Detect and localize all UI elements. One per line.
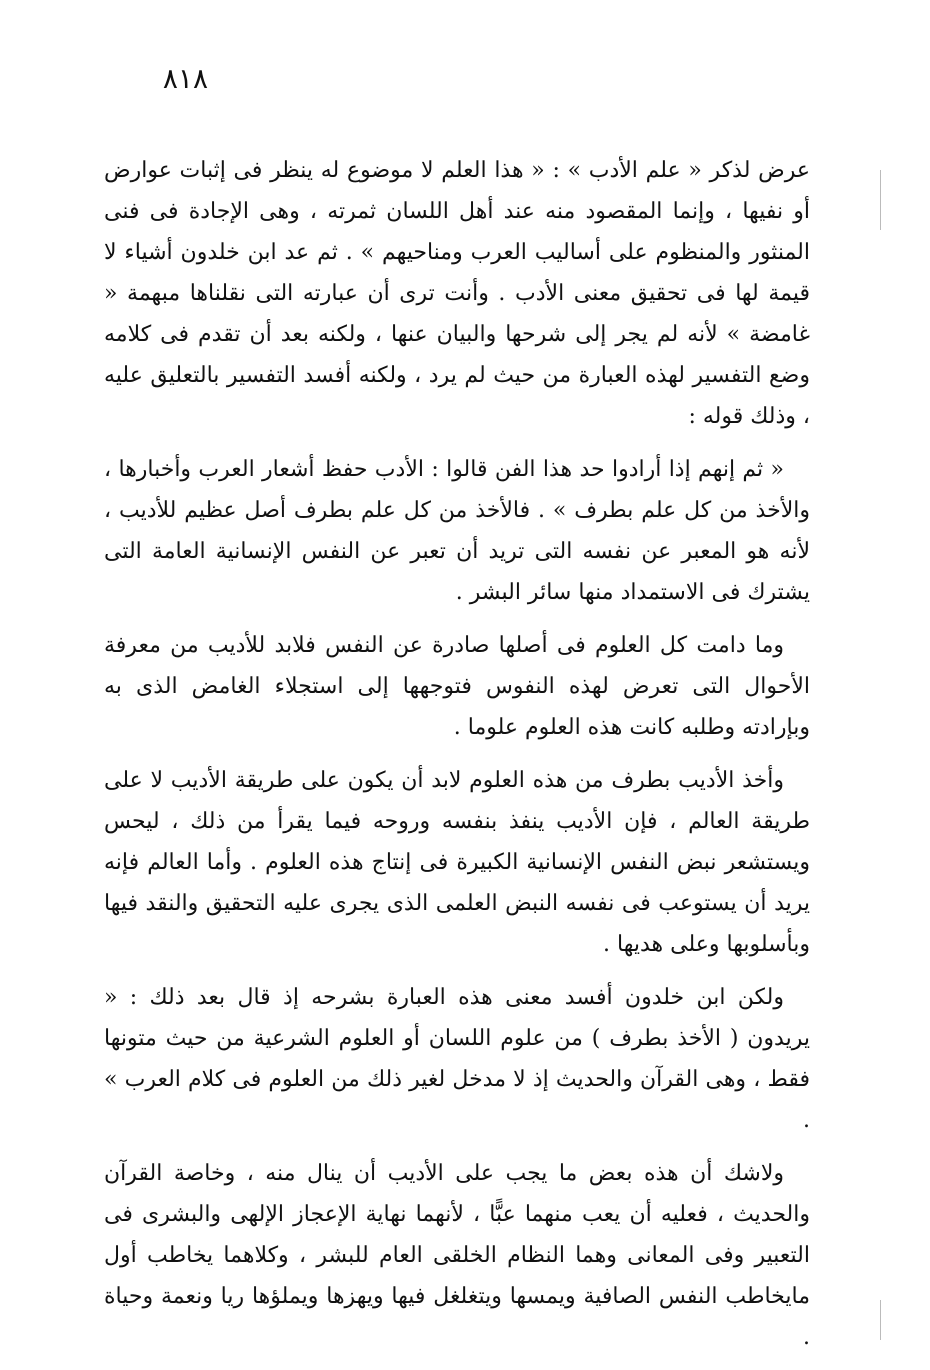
page-number: ٨١٨ — [162, 62, 208, 95]
paragraph-2-quote: « ثم إنهم إذا أرادوا حد هذا الفن قالوا : الأدب حفظ أشعار العرب وأخبارها ، والأخذ من كل علم بطرف » . فالأخذ من كل علم بطرف أصل عظيم للأديب ، لأنه هو المعبر عن نفسه التى تريد أن تعبر عن النفس الإنسانية العامة التى يشترك فى الاستمداد منها سائر البشر . — [104, 457, 810, 605]
scan-edge-mark — [880, 170, 881, 230]
paragraph-5: ولكن ابن خلدون أفسد معنى هذه العبارة بشرحه إذ قال بعد ذلك : « يريدون ( الأخذ بطرف ) من علوم اللسان أو العلوم الشرعية من حيث متونها فقط ، وهى القرآن والحديث إذ لا مدخل لغير ذلك من العلوم فى كلام العرب » . — [104, 985, 810, 1133]
paragraph-3: وما دامت كل العلوم فى أصلها صادرة عن النفس فلابد للأديب من معرفة الأحوال التى تعرض لهذه النفوس فتوجهها إلى استجلاء الغامض الذى به وبإرادته وطلبه كانت هذه العلوم علوما . — [104, 633, 810, 740]
scan-edge-mark — [880, 1300, 881, 1340]
paragraph-4: وأخذ الأديب بطرف من هذه العلوم لابد أن يكون على طريقة الأديب لا على طريقة العالم ، فإن الأديب ينفذ بنفسه وروحه فيما يقرأ من ذلك ، ليحس ويستشعر نبض النفس الإنسانية الكبيرة فى إنتاج هذه العلوم . وأما العالم فإنه يريد أن يستوعب فى نفسه النبض العلمى الذى يجرى عليه التحقيق والنقد فيها وبأسلوبها وعلى هديها . — [104, 768, 810, 957]
page-body — [104, 150, 810, 1370]
paragraph-6: ولاشك أن هذه بعض ما يجب على الأديب أن ينال منه ، وخاصة القرآن والحديث ، فعليه أن يعب منهما عبًّا ، لأنهما نهاية الإعجاز الإلهى والبشرى فى التعبير وفى المعانى وهما النظام الخلقى العام للبشر ، وكلاهما يخاطب أول مايخاطب النفس الصافية ويمسها ويتغلغل فيها ويهزها ويملؤها ريا ونعمة وحياة . — [104, 1161, 810, 1350]
paragraph-1: عرض لذكر « علم الأدب » : « هذا العلم لا موضوع له ينظر فى إثبات عوارض أو نفيها ، وإنما المقصود منه عند أهل اللسان ثمرته ، وهى الإجادة فى فنى المنثور والمنظوم على أساليب العرب ومناحيهم » . ثم عد ابن خلدون أشياء لا قيمة لها فى تحقيق معنى الأدب . وأنت ترى أن عبارته التى نقلناها مبهمة « غامضة » لأنه لم يجر إلى شرحها والبيان عنها ، ولكنه بعد أن تقدم فى كلامه وضع التفسير لهذه العبارة من حيث لم يرد ، ولكنه أفسد التفسير بالتعليق عليه ، وذلك قوله : — [104, 158, 810, 429]
